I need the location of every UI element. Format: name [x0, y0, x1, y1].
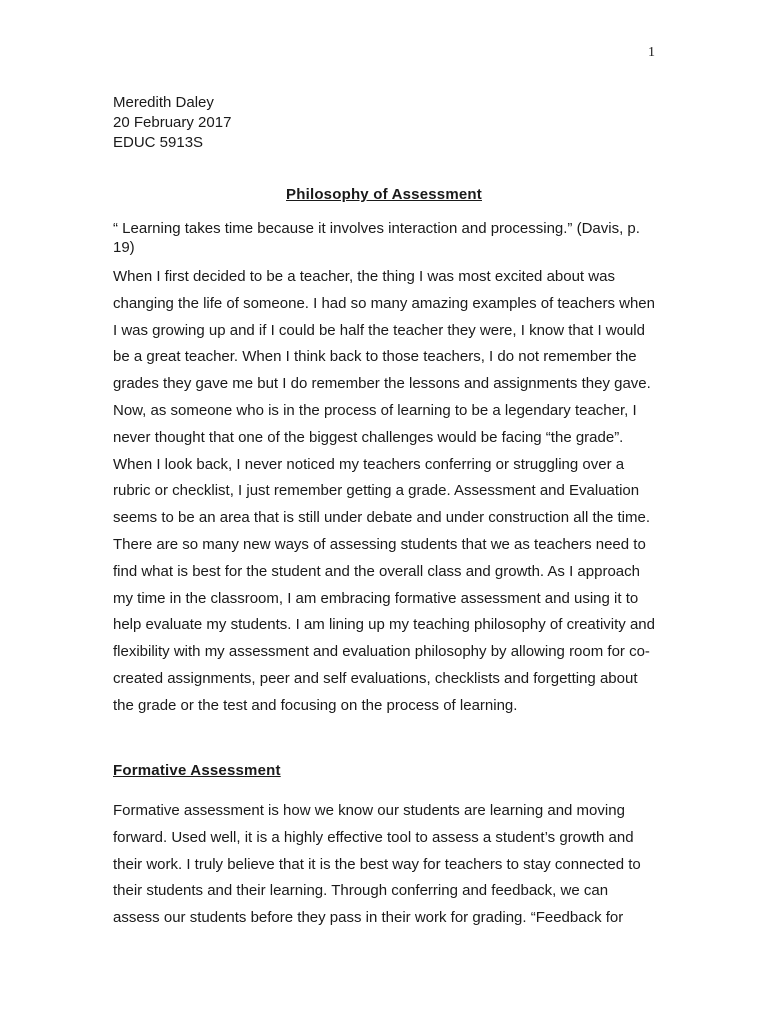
course-code: EDUC 5913S: [113, 134, 204, 151]
opening-quote: “ Learning takes time because it involves interaction and processing.” (Davis, p. 19): [113, 220, 640, 256]
author-name: Meredith Daley: [113, 94, 214, 111]
document-date: 20 February 2017: [113, 114, 232, 131]
intro-paragraph: When I first decided to be a teacher, the thing I was most excited about was changing the life of someone. I had so many amazing examples of teachers when I was growing up and if I could be half the teacher they were, I know that I would be a great teacher. When I think back to those teachers, I do not remember the grades they gave me but I do remember the lessons and assignments they gave. Now, as someone who is in the process of learning to be a legendary teacher, I never thought that one of the biggest challenges would be facing “the grade”. When I look back, I never noticed my teachers conferring or struggling over a rubric or checklist, I just remember getting a grade. Assessment and Evaluation seems to be an area that is still under debate and under construction all the time. There are so many new ways of assessing students that we as teachers need to find what is best for the student and the overall class and growth. As I approach my time in the classroom, I am embracing formative assessment and using it to help evaluate my students. I am lining up my teaching philosophy of creativity and flexibility with my assessment and evaluation philosophy by allowing room for co-created assignments, peer and self evaluations, checklists and forgetting about the grade or the test and focusing on the process of learning.: [113, 268, 655, 714]
formative-assessment-paragraph: Formative assessment is how we know our students are learning and moving forward. Used well, it is a highly effective tool to assess a student’s growth and their work. I truly believe that it is the best way for teachers to stay connected to their students and their learning. Through conferring and feedback, we can assess our students before they pass in their work for grading. “Feedback for: [113, 802, 641, 927]
header-block: [113, 93, 231, 153]
document-title: Philosophy of Assessment: [286, 186, 482, 203]
page-number: 1: [648, 45, 655, 60]
section-heading-formative-assessment: Formative Assessment: [113, 762, 281, 779]
